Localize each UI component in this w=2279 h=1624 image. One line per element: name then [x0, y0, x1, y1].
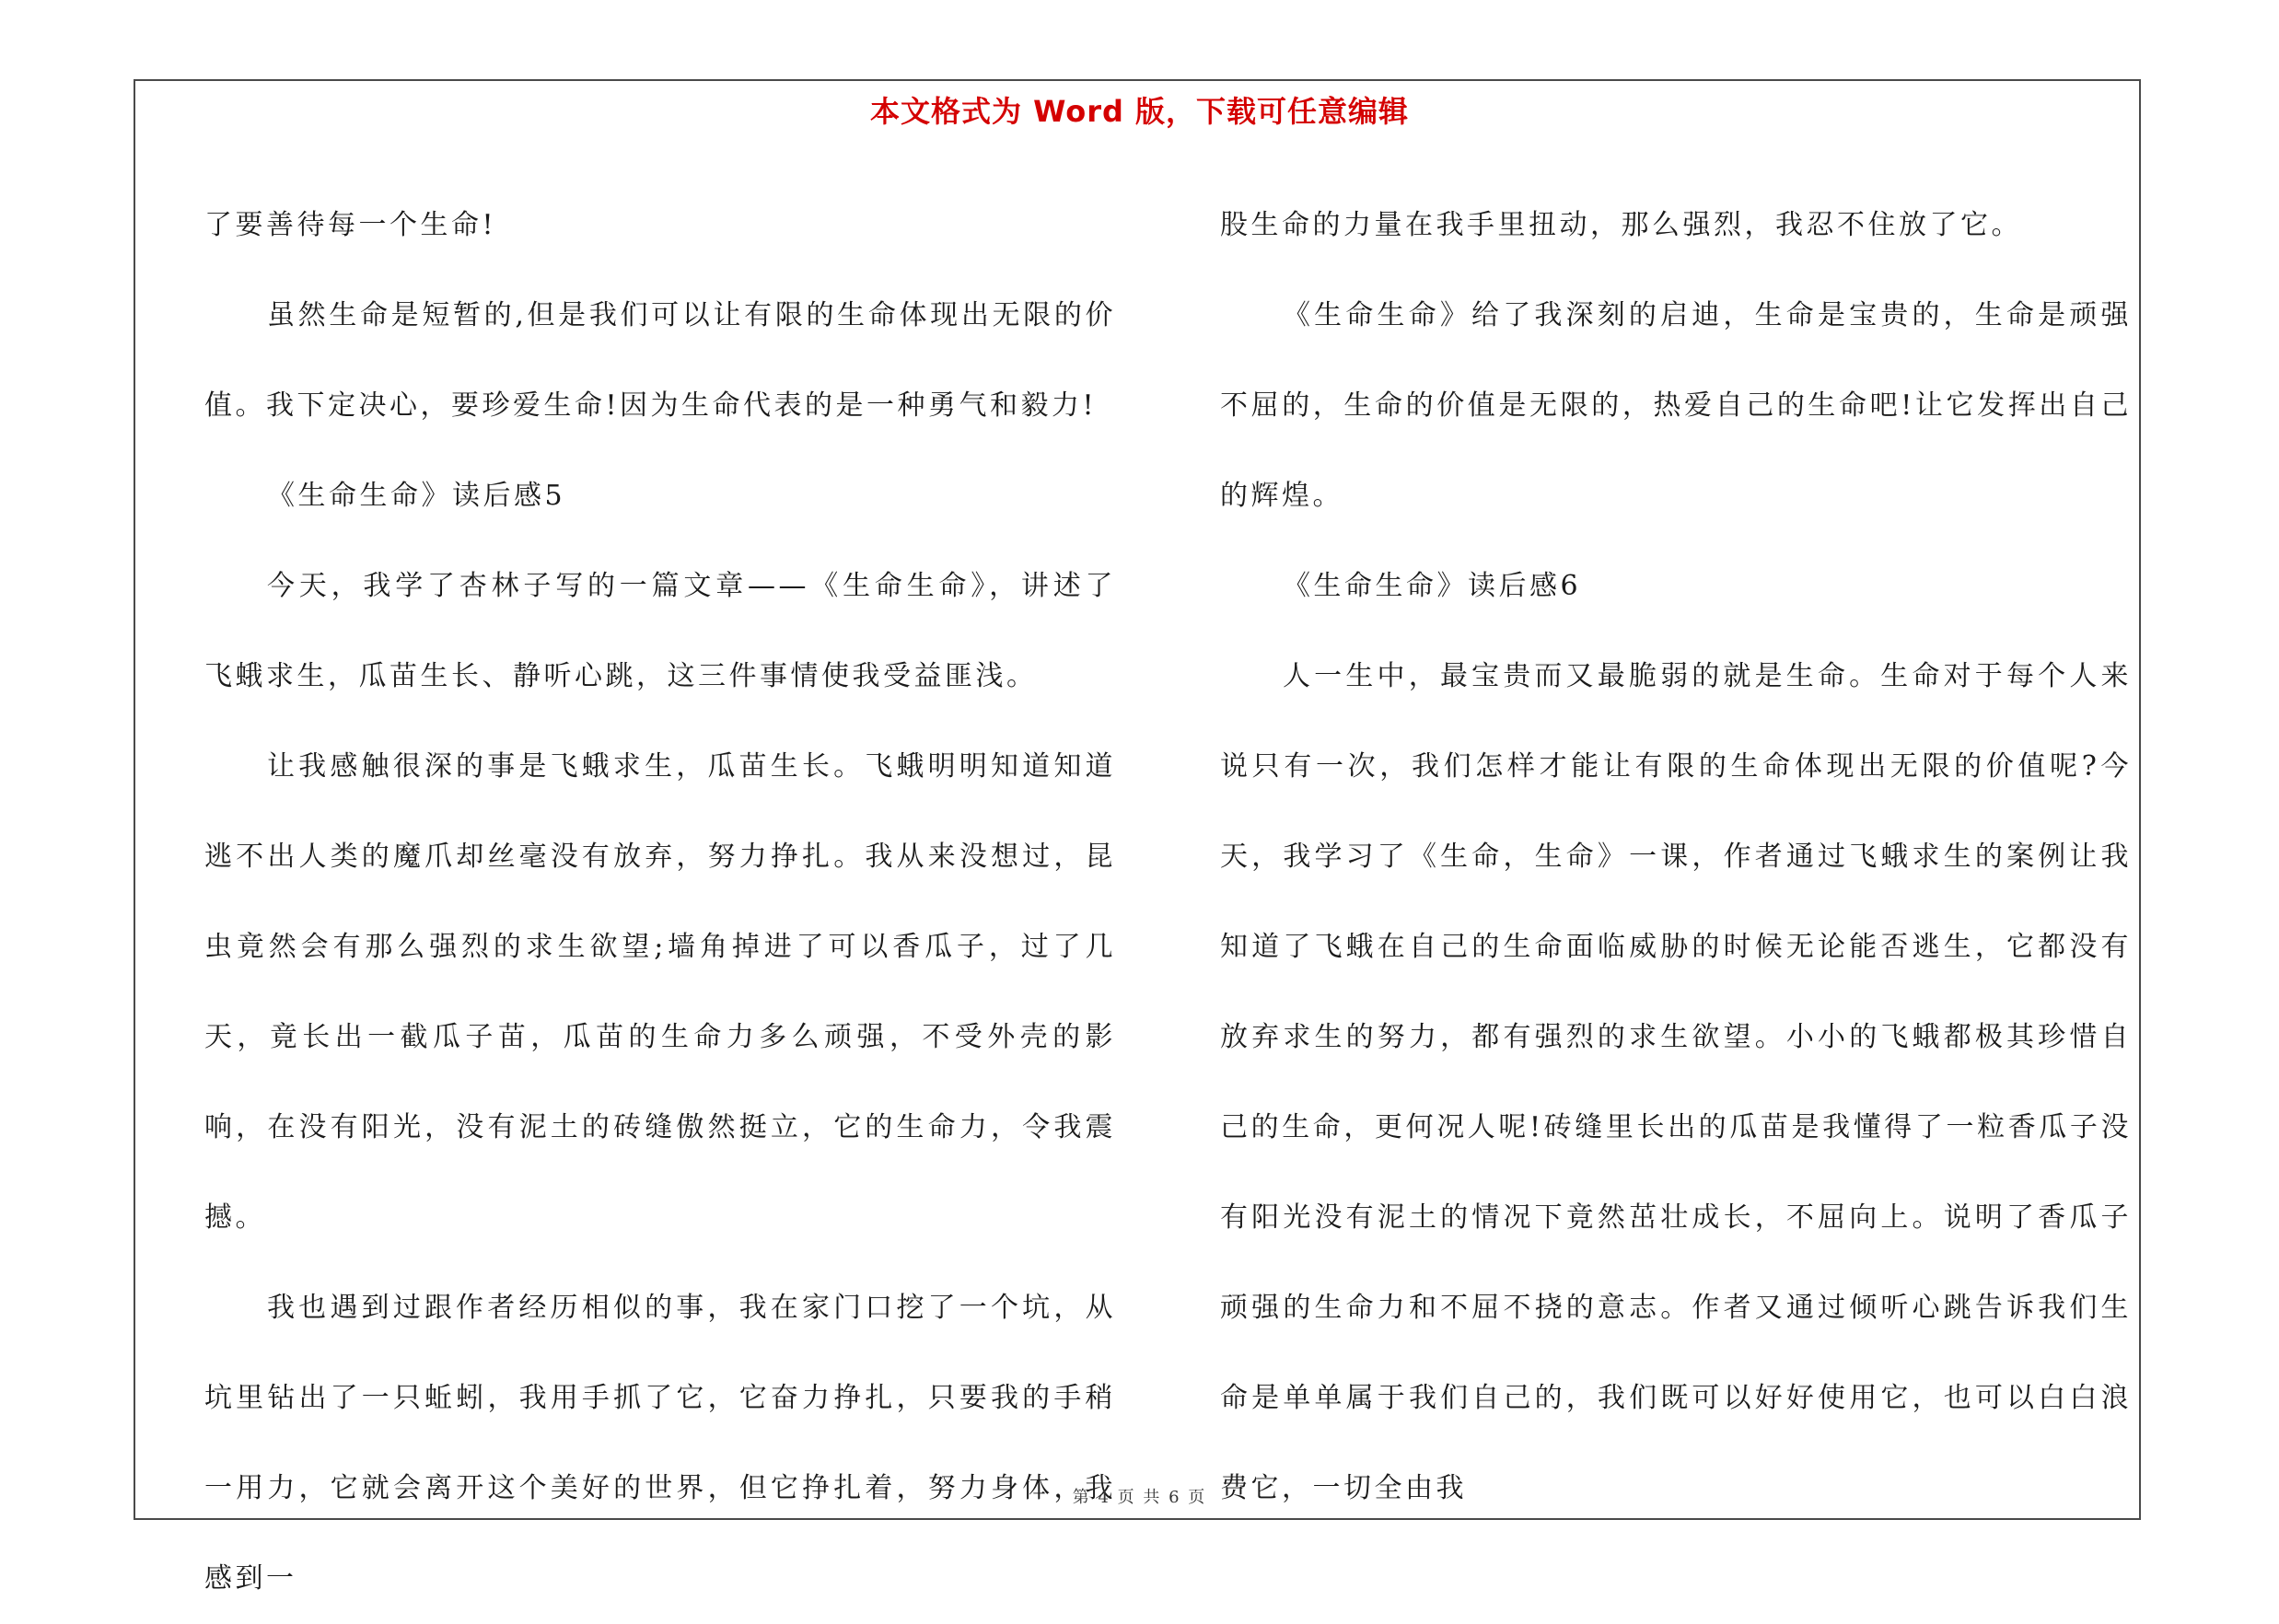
right-paragraph-1: 股生命的力量在我手里扭动，那么强烈，我忍不住放了它。	[1220, 209, 2022, 241]
right-paragraph-4: 人一生中，最宝贵而又最脆弱的就是生命。生命对于每个人来说只有一次，我们怎样才能让有限的生命体现出无限的价值呢?今天，我学习了《生命，生命》一课，作者通过飞蛾求生的案例让我知道了飞蛾在自己的生命面临威胁的时候无论能否逃生，它都没有放弃求生的努力，都有强烈的求生欲望。小小的飞蛾都极其珍惜自己的生命，更何况人呢!砖缝里长出的瓜苗是我懂得了一粒香瓜子没有阳光没有泥土的情况下竟然茁壮成长，不屈向上。说明了香瓜子顽强的生命力和不屈不挠的意志。作者又通过倾听心跳告诉我们生命是单单属于我们自己的，我们既可以好好使用它，也可以白白浪费它，一切全由我	[1220, 660, 2132, 1504]
left-paragraph-6: 我也遇到过跟作者经历相似的事，我在家门口挖了一个坑，从坑里钻出了一只蚯蚓，我用手抓了它，它奋力挣扎，只要我的手稍一用力，它就会离开这个美好的世界，但它挣扎着，努力身体，我感到一	[204, 1292, 1116, 1595]
left-paragraph-1: 了要善待每一个生命!	[204, 209, 497, 241]
left-paragraph-5: 让我感触很深的事是飞蛾求生，瓜苗生长。飞蛾明明知道知道逃不出人类的魔爪却丝毫没有放弃，努力挣扎。我从来没想过，昆虫竟然会有那么强烈的求生欲望;墙角掉进了可以香瓜子，过了几天，竟长出一截瓜子苗，瓜苗的生命力多么顽强，不受外壳的影响，在没有阳光，没有泥土的砖缝傲然挺立，它的生命力，令我震撼。	[204, 750, 1116, 1234]
section-heading-6: 《生命生命》读后感6	[1283, 570, 1582, 602]
left-column	[204, 180, 1116, 1624]
left-paragraph-2: 虽然生命是短暂的,但是我们可以让有限的生命体现出无限的价值。我下定决心，要珍爱生命!因为生命代表的是一种勇气和毅力!	[204, 299, 1116, 422]
section-heading-5: 《生命生命》读后感5	[267, 480, 566, 512]
editable-notice-banner: 本文格式为 Word 版，下载可任意编辑	[869, 94, 1410, 129]
page-number-footer: 第 4 页 共 6 页	[1072, 1488, 1207, 1507]
left-paragraph-4: 今天，我学了杏林子写的一篇文章——《生命生命》，讲述了飞蛾求生，瓜苗生长、静听心跳，这三件事情使我受益匪浅。	[204, 570, 1116, 692]
right-column	[1220, 180, 2132, 1534]
right-paragraph-2: 《生命生命》给了我深刻的启迪，生命是宝贵的，生命是顽强不屈的，生命的价值是无限的，热爱自己的生命吧!让它发挥出自己的辉煌。	[1220, 299, 2132, 512]
